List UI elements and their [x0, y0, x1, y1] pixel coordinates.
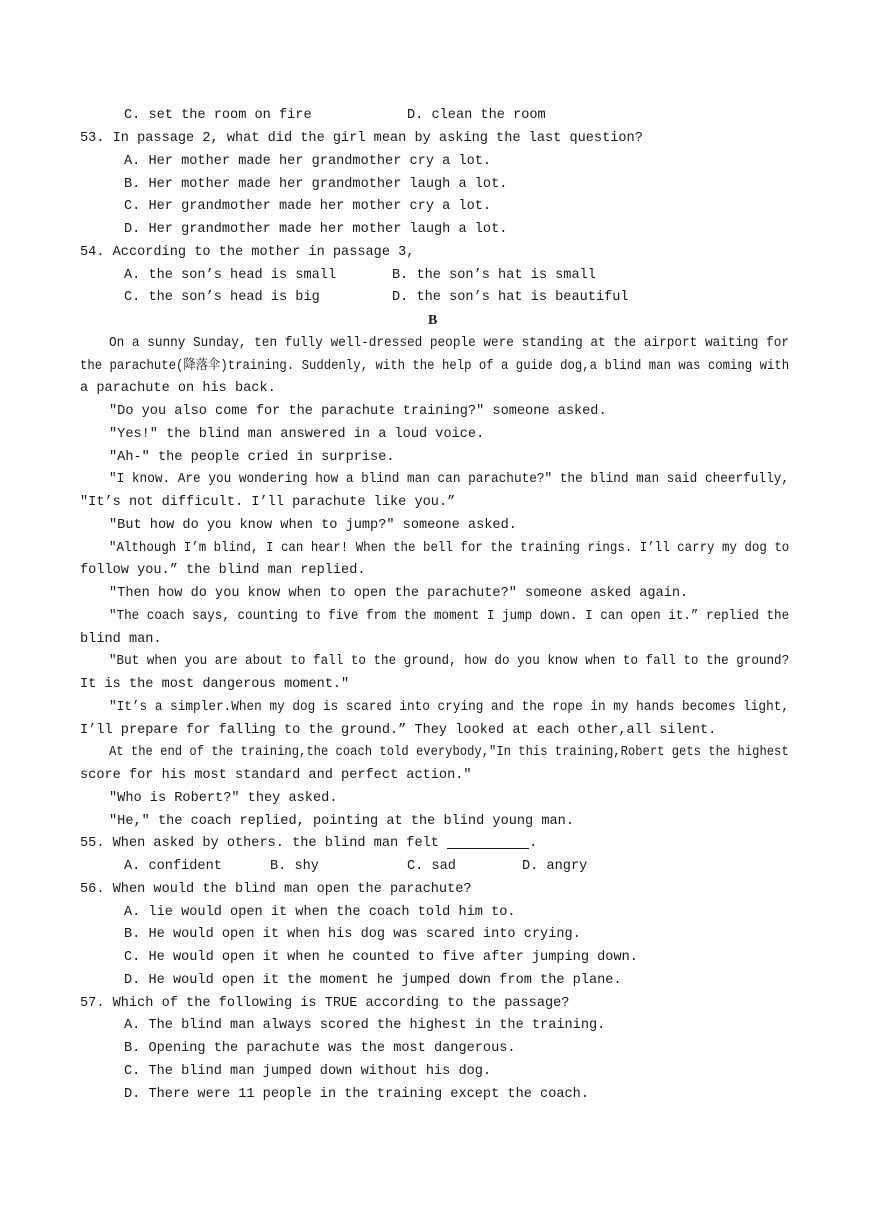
- q52-option-d: D. clean the room: [407, 108, 546, 123]
- passage-line: "Then how do you know when to open the parachute?" someone asked again.: [109, 586, 689, 601]
- passage-line: "But how do you know when to jump?" someone asked.: [109, 518, 517, 533]
- passage-line: "He," the coach replied, pointing at the blind young man.: [109, 814, 574, 829]
- q57-stem: 57. Which of the following is TRUE according to the passage?: [80, 996, 570, 1011]
- q54-options-row-1: [0, 265, 869, 287]
- passage-line: score for his most standard and perfect action.": [80, 768, 472, 783]
- q54-option-d: D. the son’s hat is beautiful: [392, 290, 629, 305]
- section-title: B: [428, 313, 438, 328]
- passage-line: the parachute(降落伞)training. Suddenly, with the help of a guide dog,a blind man was coming with: [80, 359, 790, 374]
- q52-option-c: C. set the room on fire: [124, 108, 312, 123]
- q55-option-a: A. confident: [124, 859, 222, 874]
- passage-line: "But when you are about to fall to the ground, how do you know when to fall to the ground?: [109, 654, 790, 669]
- passage-line: "I know. Are you wondering how a blind man can parachute?" the blind man said cheerfully,: [109, 472, 790, 487]
- answer-blank[interactable]: [447, 834, 529, 849]
- q53-option-b: B. Her mother made her grandmother laugh a lot.: [124, 177, 508, 192]
- q54-option-a: A. the son’s head is small: [124, 268, 337, 283]
- passage-line: "The coach says, counting to five from the moment I jump down. I can open it.” replied the: [109, 609, 790, 624]
- passage-line: "Do you also come for the parachute training?" someone asked.: [109, 404, 607, 419]
- passage-line: "Yes!" the blind man answered in a loud voice.: [109, 427, 485, 442]
- q55-options-row: [0, 856, 869, 878]
- passage-line: "Although I’m blind, I can hear! When the bell for the training rings. I’ll carry my dog to: [109, 541, 790, 556]
- passage-line: a parachute on his back.: [80, 381, 276, 396]
- q57-option-c: C. The blind man jumped down without his dog.: [124, 1064, 492, 1079]
- q53-option-a: A. Her mother made her grandmother cry a lot.: [124, 154, 492, 169]
- q56-option-d: D. He would open it the moment he jumped down from the plane.: [124, 973, 622, 988]
- q55-stem: 55. When asked by others. the blind man felt: [80, 836, 439, 851]
- q55-stem-row: [80, 833, 537, 855]
- passage-line: I’ll prepare for falling to the ground.” They looked at each other,all silent.: [80, 723, 717, 738]
- passage-line: At the end of the training,the coach told everybody,"In this training,Robert gets the highest: [109, 745, 789, 760]
- passage-line: On a sunny Sunday, ten fully well-dressed people were standing at the airport waiting for: [109, 336, 790, 351]
- q55-option-c: C. sad: [407, 859, 456, 874]
- q54-option-b: B. the son’s hat is small: [392, 268, 596, 283]
- q57-option-b: B. Opening the parachute was the most dangerous.: [124, 1041, 516, 1056]
- q57-option-a: A. The blind man always scored the highest in the training.: [124, 1018, 606, 1033]
- q56-option-b: B. He would open it when his dog was scared into crying.: [124, 927, 581, 942]
- q55-option-b: B. shy: [270, 859, 319, 874]
- passage-line: "Ah-" the people cried in surprise.: [109, 450, 395, 465]
- q55-stem-end: .: [529, 836, 538, 851]
- q56-stem: 56. When would the blind man open the parachute?: [80, 882, 472, 897]
- q54-option-c: C. the son’s head is big: [124, 290, 320, 305]
- q55-option-d: D. angry: [522, 859, 588, 874]
- passage-line: blind man.: [80, 632, 162, 647]
- passage-line: follow you.” the blind man replied.: [80, 563, 366, 578]
- q54-options-row-2: [0, 287, 869, 309]
- q53-option-d: D. Her grandmother made her mother laugh a lot.: [124, 222, 508, 237]
- passage-line: It is the most dangerous moment.": [80, 677, 350, 692]
- passage-line: "It’s not difficult. I’ll parachute like you.”: [80, 495, 456, 510]
- passage-line: "Who is Robert?" they asked.: [109, 791, 338, 806]
- q56-option-a: A. lie would open it when the coach told him to.: [124, 905, 516, 920]
- q53-option-c: C. Her grandmother made her mother cry a lot.: [124, 199, 492, 214]
- q52-options-row: [0, 105, 869, 127]
- passage-line: "It’s a simpler.When my dog is scared into crying and the rope in my hands becomes light,: [109, 700, 790, 715]
- q53-stem: 53. In passage 2, what did the girl mean by asking the last question?: [80, 131, 643, 146]
- q54-stem: 54. According to the mother in passage 3,: [80, 245, 415, 260]
- q57-option-d: D. There were 11 people in the training except the coach.: [124, 1087, 589, 1102]
- q56-option-c: C. He would open it when he counted to five after jumping down.: [124, 950, 638, 965]
